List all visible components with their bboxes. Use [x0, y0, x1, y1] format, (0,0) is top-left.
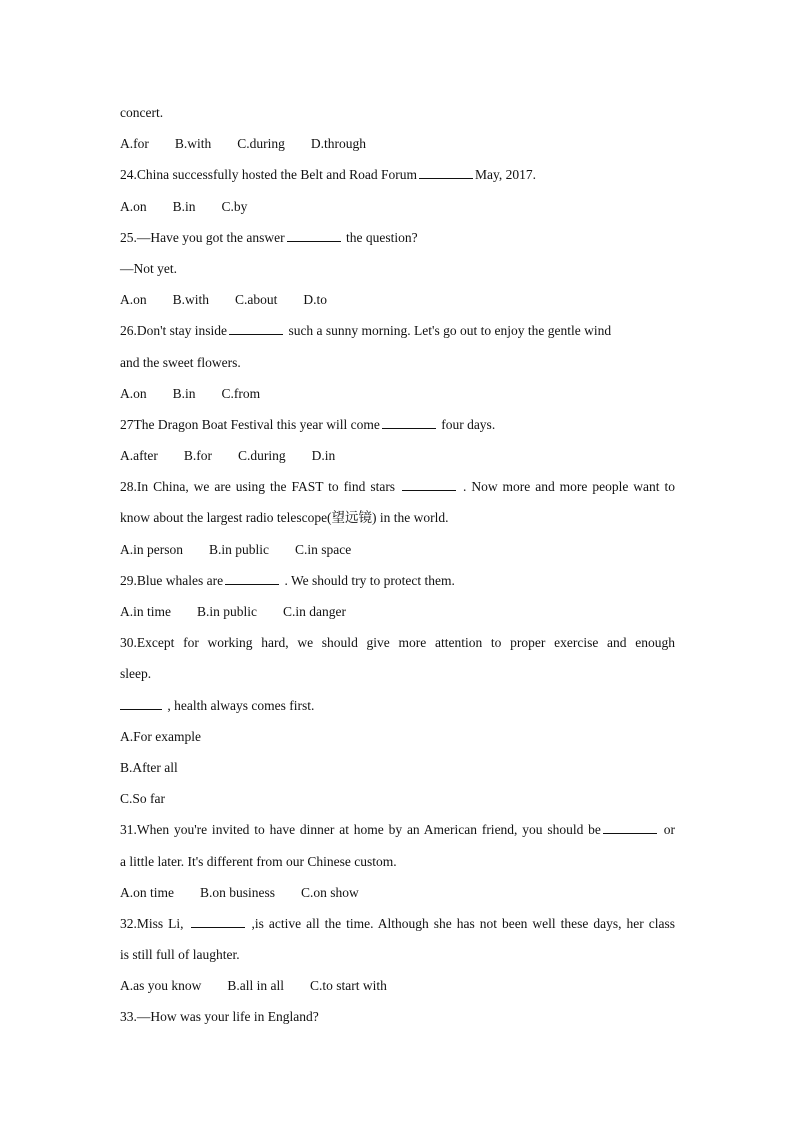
option-c: C.during [237, 136, 285, 152]
question-text: four days. [437, 416, 496, 432]
answer-options [120, 284, 675, 315]
question-text: , health always comes first. [164, 697, 315, 713]
document-page [120, 97, 675, 1033]
answer-blank [603, 820, 657, 834]
question-text: 27The Dragon Boat Festival this year will come [120, 416, 380, 432]
question-text: 26.Don't stay inside [120, 323, 228, 339]
question-text: . We should try to protect them. [281, 572, 455, 588]
question-26 [120, 315, 675, 346]
option-a: A.on [120, 385, 147, 401]
option-b: B.After all [120, 759, 178, 775]
text-line: —Not yet. [120, 260, 177, 276]
question-text: 31.When you're invited to have dinner at home by an American friend, you should be [120, 822, 601, 838]
question-text: ,is active all the time. Although she has not been well these days, her class [246, 915, 675, 931]
text-line: a little later. It's different from our Chinese custom. [120, 853, 397, 869]
answer-options [120, 128, 675, 159]
option-a: A.in person [120, 541, 183, 557]
answer-blank [382, 415, 436, 429]
question-28 [120, 471, 675, 502]
question-text: . Now more and more people want to [458, 479, 676, 495]
question-text: 25.—Have you got the answer [120, 229, 285, 245]
answer-blank [225, 571, 279, 585]
option-b: B.with [172, 292, 210, 308]
option-c: C.from [221, 385, 261, 401]
option-a: A.as you know [120, 978, 202, 994]
option-c: C.in danger [283, 604, 346, 619]
option-a: A.for [120, 136, 149, 152]
question-text: May, 2017. [474, 167, 536, 183]
answer-options [120, 970, 675, 1001]
answer-blank [419, 165, 473, 179]
question-text: such a sunny morning. Let's go out to enjoy the gentle wind [285, 323, 612, 339]
option-d: D.in [311, 448, 336, 464]
answer-blank [229, 321, 283, 335]
option-b: B.with [174, 136, 212, 152]
text-line: concert. [120, 105, 164, 120]
option-a: A.on [120, 292, 147, 308]
question-30-blank-line [120, 690, 675, 721]
answer-options [120, 596, 675, 627]
text-line: know about the largest radio telescope(望远镜) in the world. [120, 510, 449, 526]
option-c: C.on show [301, 884, 359, 900]
question-29 [120, 565, 675, 596]
answer-blank [191, 914, 245, 928]
question-25 [120, 222, 675, 253]
question-33: 33.—How was your life in England? [120, 1009, 319, 1025]
option-c: C.in space [295, 541, 352, 557]
answer-blank [287, 228, 341, 242]
answer-options [120, 378, 675, 409]
option-a: A.For example [120, 728, 201, 744]
option-b: B.for [183, 448, 212, 464]
option-b: B.in public [197, 604, 257, 619]
option-a: A.on [120, 198, 147, 214]
option-c: C.So far [120, 791, 165, 807]
question-text: 32.Miss Li, [120, 915, 189, 931]
option-b: B.in public [209, 541, 269, 557]
option-c: C.by [221, 198, 248, 214]
question-27 [120, 409, 675, 440]
option-c: C.to start with [310, 978, 387, 994]
text-line: and the sweet flowers. [120, 354, 241, 370]
question-text: 28.In China, we are using the FAST to find stars [120, 479, 396, 495]
question-text: 24.China successfully hosted the Belt and Road Forum [120, 167, 417, 183]
answer-blank [120, 696, 162, 710]
answer-blank [402, 477, 456, 491]
answer-options [120, 534, 675, 565]
option-b: B.all in all [227, 978, 284, 994]
option-a: A.after [120, 448, 158, 464]
question-text: the question? [342, 229, 418, 245]
question-31 [120, 814, 675, 845]
question-32 [120, 908, 675, 939]
answer-options [120, 191, 675, 222]
option-d: D.through [310, 136, 367, 152]
question-30: 30.Except for working hard, we should give more attention to proper exercise and enough [120, 635, 675, 651]
question-text: 29.Blue whales are [120, 572, 224, 588]
answer-options [120, 440, 675, 471]
text-line: is still full of laughter. [120, 947, 240, 963]
answer-options [120, 877, 675, 908]
option-b: B.in [172, 198, 196, 214]
option-b: B.on business [200, 884, 276, 900]
text-line: sleep. [120, 666, 152, 682]
question-24 [120, 159, 675, 190]
option-a: A.in time [120, 604, 171, 619]
option-a: A.on time [120, 884, 174, 900]
option-b: B.in [172, 385, 196, 401]
option-c: C.during [237, 448, 286, 464]
option-d: D.to [303, 292, 328, 308]
option-c: C.about [235, 292, 278, 308]
question-text: or [658, 822, 675, 838]
